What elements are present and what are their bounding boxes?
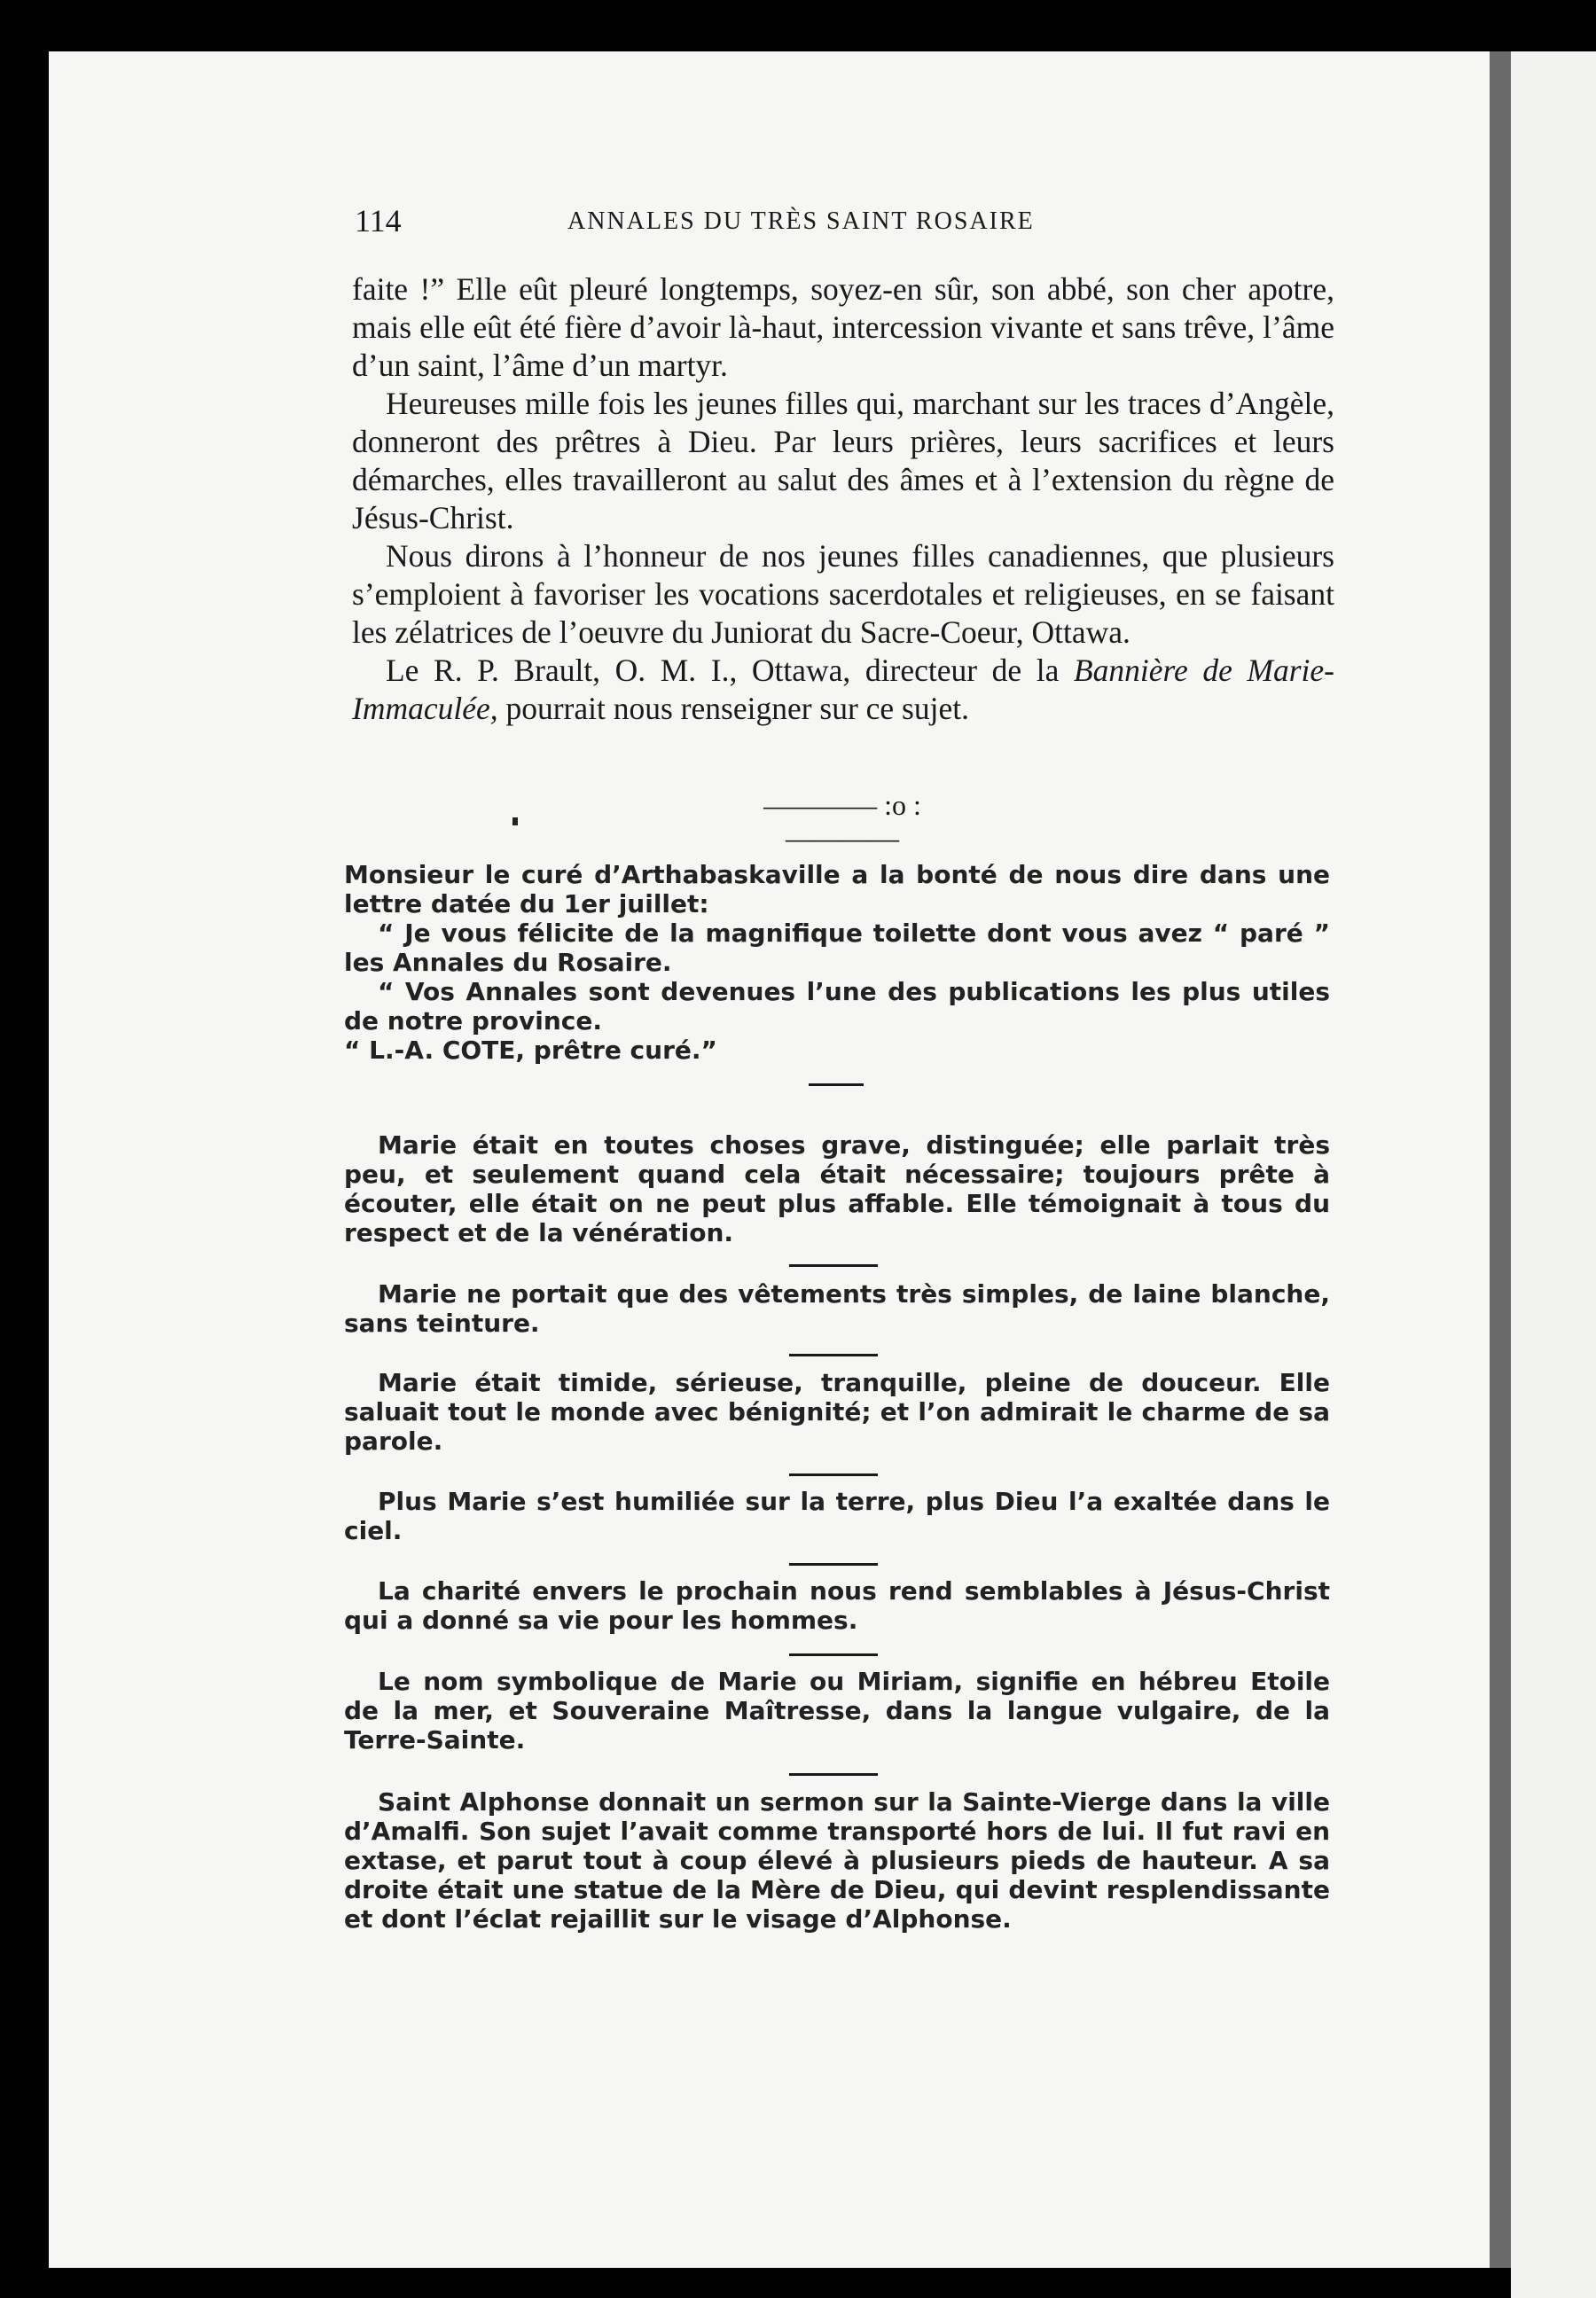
letter-intro: Monsieur le curé d’Arthabaskaville a la bonté de nous dire dans une lettre datée du 1er juillet: [344, 860, 1330, 918]
separator-rule [789, 1563, 878, 1566]
separator-rule [789, 1773, 878, 1776]
print-speck [512, 817, 518, 825]
page-header [355, 202, 1295, 241]
page-number: 114 [355, 203, 402, 238]
adjacent-page-strip [1511, 51, 1596, 2298]
charite-paragraph: La charité envers le prochain nous rend semblables à Jésus-Christ qui a donné sa vie pour les hommes. [344, 1576, 1330, 1635]
separator-rule [789, 1473, 878, 1476]
paragraph-heureuses: Heureuses mille fois les jeunes filles qui, marchant sur les traces d’Angèle, donneront des prêtres à Dieu. Par leurs prières, leurs sacrifices et leurs démarches, elles travailleront au salut des âmes et à l’extension du règne de Jésus-Christ. [352, 386, 1334, 535]
running-title: ANNALES DU TRÈS SAINT ROSAIRE [567, 207, 1035, 235]
short-rule [809, 1083, 864, 1086]
page-edge-shadow [1490, 51, 1511, 2268]
separator-rule [789, 1264, 878, 1267]
paragraph-nous-dirons: Nous dirons à l’honneur de nos jeunes filles canadiennes, que plusieurs s’emploient à favoriser les vocations sacerdotales et religieuses, en se faisant les zélatrices de l’oeuvre du Juniorat du Sacre-Coeur, Ottawa. [352, 538, 1334, 650]
banniere-title: Bannière de Marie-Immaculée, [352, 653, 1334, 726]
saint-alphonse-paragraph: Saint Alphonse donnait un sermon sur la Sainte-Vierge dans la ville d’Amalfi. Son sujet l’avait comme transporté hors de lui. Il fut ravi en extase, et parut tout à coup élevé à plusieurs pieds de hauteur. A sa droite était une statue de la Mère de Dieu, qui devint resplendissante et dont l’éclat rejaillit sur le visage d’Alphonse. [344, 1787, 1330, 1934]
letter-quote-1: “ Je vous félicite de la magnifique toilette dont vous avez “ paré ” les Annales du Rosaire. [344, 918, 1330, 977]
marie-paragraph-3: Marie était timide, sérieuse, tranquille, pleine de douceur. Elle saluait tout le monde avec bénignité; et l’on admirait le charme de sa parole. [344, 1368, 1330, 1456]
paragraph-brault: Le R. P. Brault, O. M. I., Ottawa, directeur de la Bannière de Marie-Immaculée, pourrait nous renseigner sur ce sujet. [352, 653, 1334, 726]
letter-signature: “ L.-A. COTE, prêtre curé.” [344, 1036, 717, 1065]
marie-paragraph-4: Plus Marie s’est humiliée sur la terre, plus Dieu l’a exaltée dans le ciel. [344, 1487, 1330, 1545]
serif-section [352, 270, 1334, 728]
section-separator: ———— :o :———— [763, 789, 921, 854]
separator-rule [789, 1354, 878, 1356]
letter-quote-2: “ Vos Annales sont devenues l’une des publications les plus utiles de notre province. [344, 977, 1330, 1036]
nom-symbolique-paragraph: Le nom symbolique de Marie ou Miriam, signifie en hébreu Etoile de la mer, et Souveraine Maîtresse, dans la langue vulgaire, de la Terre-Sainte. [344, 1667, 1330, 1755]
letter-section [344, 860, 1330, 1065]
paragraph-continuation: faite !” Elle eût pleuré longtemps, soyez-en sûr, son abbé, son cher apotre, mais elle eût été fière d’avoir là-haut, intercession vivante et sans trêve, l’âme d’un saint, l’âme d’un martyr. [352, 271, 1334, 383]
marie-paragraph-1: Marie était en toutes choses grave, distinguée; elle parlait très peu, et seulement quand cela était nécessaire; toujours prête à écouter, elle était on ne peut plus affable. Elle témoignait à tous du respect et de la vénération. [344, 1130, 1330, 1247]
separator-rule [789, 1653, 878, 1656]
marie-paragraph-2: Marie ne portait que des vêtements très simples, de laine blanche, sans teinture. [344, 1279, 1330, 1338]
